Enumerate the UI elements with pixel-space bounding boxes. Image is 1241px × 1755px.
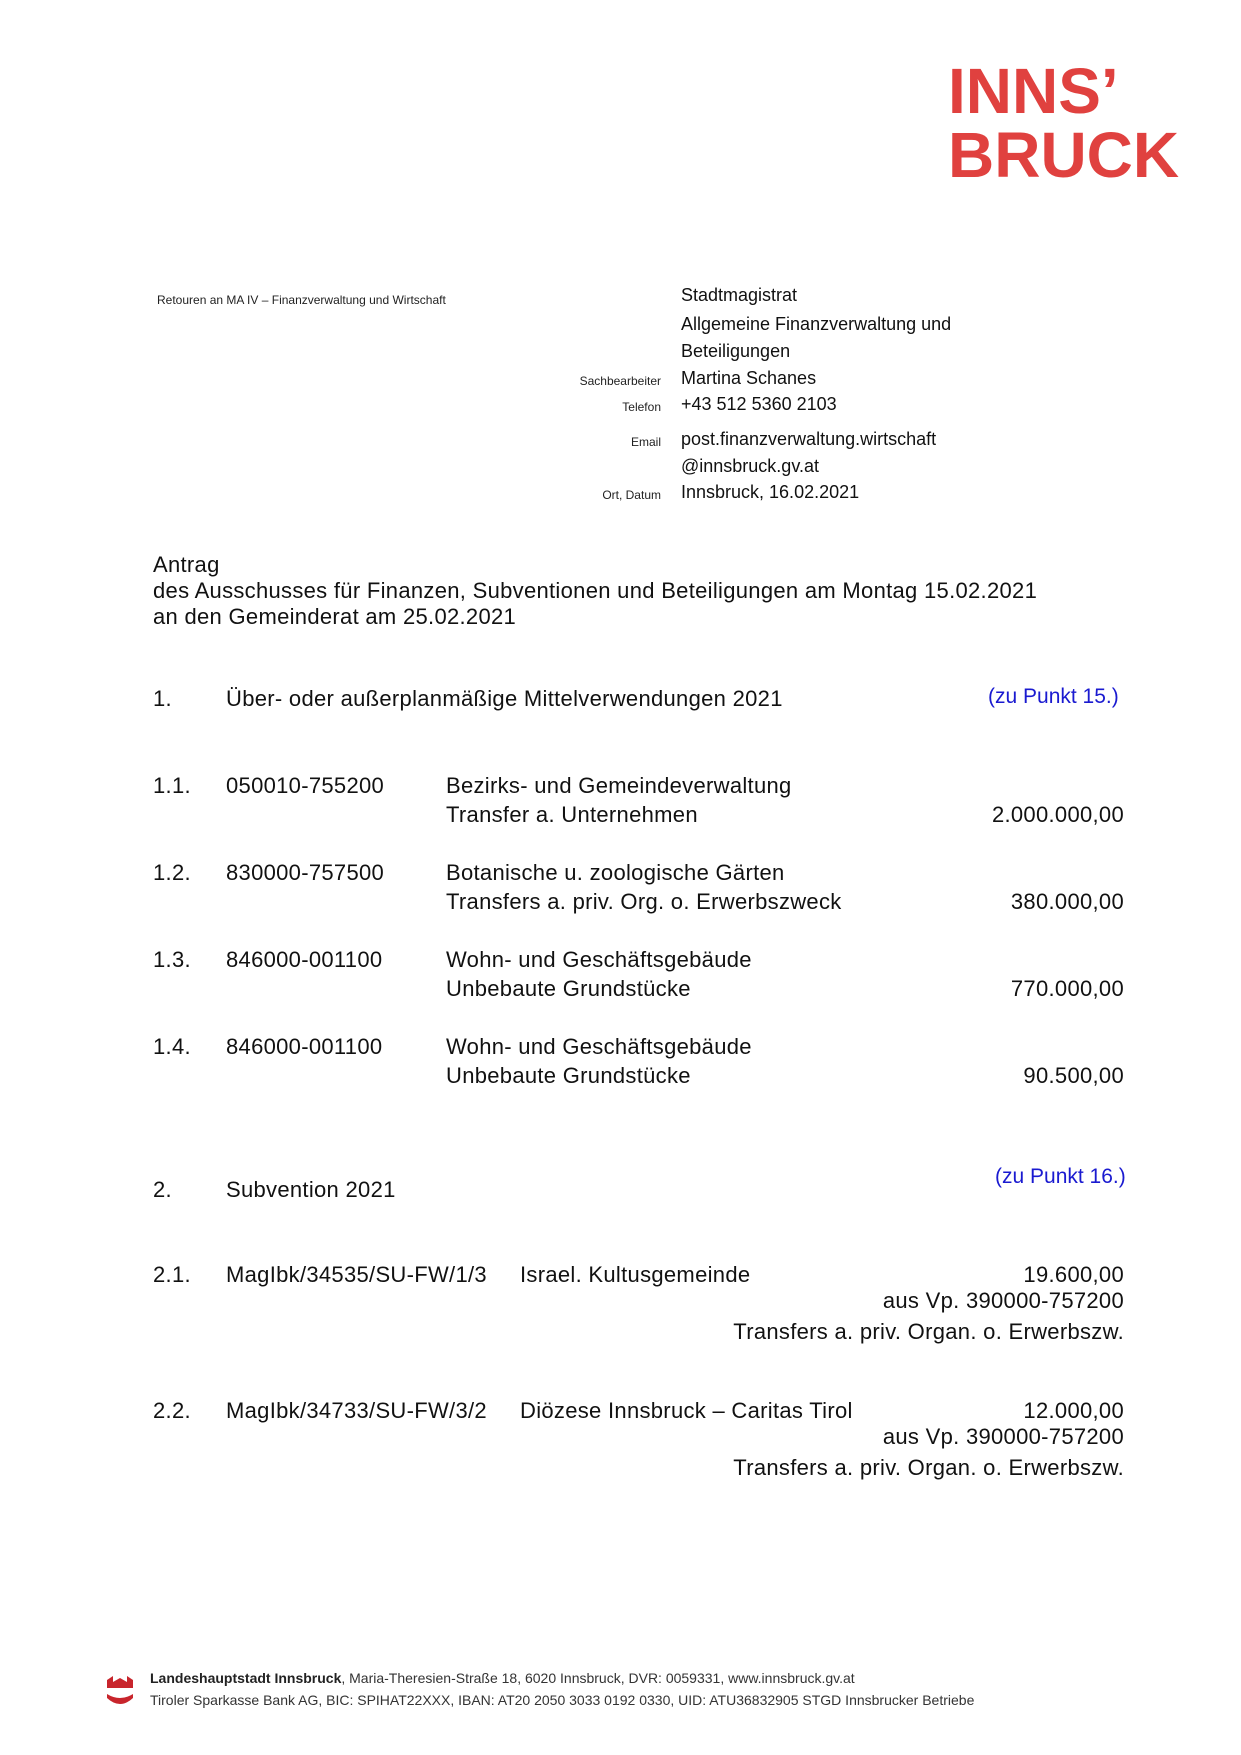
item-amount: 380.000,00 [1010,889,1124,914]
item-number: 1.3. [153,947,191,972]
email-label: Email [630,435,661,449]
subsidy-budget-item: aus Vp. 390000-757200 [882,1424,1124,1449]
section1-number: 1. [153,686,172,711]
footer-city-name: Landeshauptstadt Innsbruck [150,1670,342,1686]
subsidy-code: MagIbk/34535/SU-FW/1/3 [226,1262,487,1287]
item-number: 1.4. [153,1034,191,1059]
item-description: Bezirks- und Gemeindeverwaltung [446,773,792,798]
logo-line1: INNS’ [948,55,1119,127]
item-subdescription: Transfer a. Unternehmen [446,802,698,827]
item-description: Botanische u. zoologische Gärten [446,860,785,885]
subsidy-recipient: Israel. Kultusgemeinde [520,1262,751,1287]
item-code: 846000-001100 [226,1034,383,1059]
returns-address: Retouren an MA IV – Finanzverwaltung und Wirtschaft [157,293,446,307]
section1-title: Über- oder außerplanmäßige Mittelverwendungen 2021 [226,686,783,711]
logo-line2: BRUCK [948,119,1180,185]
city-crest-icon [105,1676,135,1710]
item-number: 1.1. [153,773,191,798]
footer-address-details: , Maria-Theresien-Straße 18, 6020 Innsbruck, DVR: 0059331, www.innsbruck.gv.at [341,1670,855,1686]
item-subdescription: Transfers a. priv. Org. o. Erwerbszweck [446,889,842,914]
subsidy-amount: 19.600,00 [1023,1262,1124,1287]
footer-address [150,1670,855,1686]
item-number: 1.2. [153,860,191,885]
clerk-name: Martina Schanes [681,368,817,388]
email-address-line2[interactable]: @innsbruck.gv.at [681,456,819,476]
intro-committee: des Ausschusses für Finanzen, Subventionen und Beteiligungen am Montag 15.02.2021 [153,578,1038,603]
org-department-2: Beteiligungen [681,341,791,361]
section2-reference: (zu Punkt 16.) [995,1165,1126,1188]
subsidy-budget-item: aus Vp. 390000-757200 [882,1288,1124,1313]
item-code: 846000-001100 [226,947,383,972]
section2-number: 2. [153,1177,172,1202]
subsidy-number: 2.2. [153,1398,191,1423]
subsidy-amount: 12.000,00 [1023,1398,1124,1423]
subsidy-recipient: Diözese Innsbruck – Caritas Tirol [520,1398,853,1423]
org-department-1: Allgemeine Finanzverwaltung und [681,314,952,334]
subsidy-budget-description: Transfers a. priv. Organ. o. Erwerbszw. [733,1319,1124,1344]
org-name: Stadtmagistrat [681,285,798,305]
item-description: Wohn- und Geschäftsgebäude [446,1034,752,1059]
place-date: Innsbruck, 16.02.2021 [681,482,860,502]
phone-number: +43 512 5360 2103 [681,394,837,414]
item-amount: 770.000,00 [1010,976,1124,1001]
phone-label: Telefon [622,400,661,414]
innsbruck-logo [948,55,1193,185]
item-description: Wohn- und Geschäftsgebäude [446,947,752,972]
date-label: Ort, Datum [602,488,661,502]
subsidy-budget-description: Transfers a. priv. Organ. o. Erwerbszw. [733,1455,1124,1480]
subsidy-code: MagIbk/34733/SU-FW/3/2 [226,1398,487,1423]
item-code: 050010-755200 [226,773,385,798]
subsidy-number: 2.1. [153,1262,191,1287]
item-amount: 90.500,00 [1023,1063,1124,1088]
footer-bank-details: Tiroler Sparkasse Bank AG, BIC: SPIHAT22XXX, IBAN: AT20 2050 3033 0192 0330, UID: ATU36832905 STGD Innsbrucker Betriebe [150,1692,975,1708]
intro-council: an den Gemeinderat am 25.02.2021 [153,604,517,629]
item-subdescription: Unbebaute Grundstücke [446,976,691,1001]
section2-title: Subvention 2021 [226,1177,396,1202]
section1-reference: (zu Punkt 15.) [988,685,1119,708]
item-subdescription: Unbebaute Grundstücke [446,1063,691,1088]
clerk-label: Sachbearbeiter [579,374,661,388]
intro-title: Antrag [153,552,220,577]
email-address-line1[interactable]: post.finanzverwaltung.wirtschaft [681,429,937,449]
item-amount: 2.000.000,00 [991,802,1124,827]
item-code: 830000-757500 [226,860,385,885]
